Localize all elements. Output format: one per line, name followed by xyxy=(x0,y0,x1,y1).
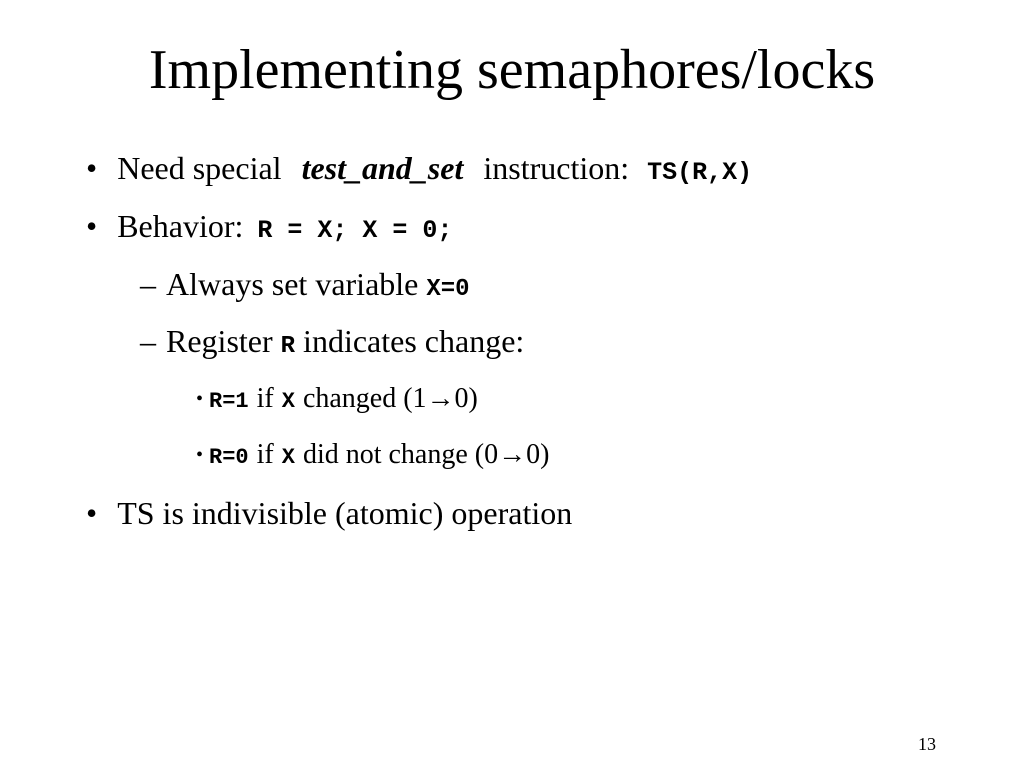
sub-bullet-register xyxy=(140,325,524,359)
sub-sub-bullet-text: if xyxy=(256,383,274,414)
bullet-marker: • xyxy=(86,495,98,531)
sub-bullet-text: indicates change: xyxy=(303,323,525,359)
bullet-atomic xyxy=(86,497,572,529)
bullet-test-and-set xyxy=(86,152,752,185)
code-snippet: R=1 xyxy=(209,389,249,414)
bullet-behavior xyxy=(86,210,452,243)
bullet-marker: • xyxy=(196,388,204,410)
bullet-text: Behavior: xyxy=(117,208,244,244)
dash-marker: – xyxy=(140,266,156,302)
bullet-text: instruction: xyxy=(483,150,630,186)
sub-bullet-text: Always set variable xyxy=(166,266,419,302)
sub-sub-bullet-text: if xyxy=(256,439,274,470)
instruction-name: test_and_set xyxy=(301,150,464,186)
sub-sub-bullet-r1 xyxy=(196,385,478,413)
slide-title: Implementing semaphores/locks xyxy=(148,39,876,101)
code-snippet: X=0 xyxy=(426,276,470,303)
code-snippet: R = X; X = 0; xyxy=(257,216,453,245)
code-snippet: X xyxy=(281,389,295,414)
bullet-marker: • xyxy=(196,444,204,466)
sub-sub-bullet-text: did not change (0→0) xyxy=(302,439,550,470)
sub-bullet-text: Register xyxy=(166,323,273,359)
code-snippet: TS(R,X) xyxy=(647,158,753,187)
dash-marker: – xyxy=(140,323,156,359)
sub-sub-bullet-r0 xyxy=(196,441,549,469)
code-snippet: R=0 xyxy=(209,445,249,470)
bullet-marker: • xyxy=(86,150,98,186)
sub-bullet-always-set xyxy=(140,268,470,302)
bullet-text: TS is indivisible (atomic) operation xyxy=(117,495,573,531)
code-snippet: X xyxy=(281,445,295,470)
sub-sub-bullet-text: changed (1→0) xyxy=(302,383,478,414)
bullet-marker: • xyxy=(86,208,98,244)
code-snippet: R xyxy=(280,333,296,360)
page-number: 13 xyxy=(918,734,936,754)
bullet-text: Need special xyxy=(117,150,282,186)
